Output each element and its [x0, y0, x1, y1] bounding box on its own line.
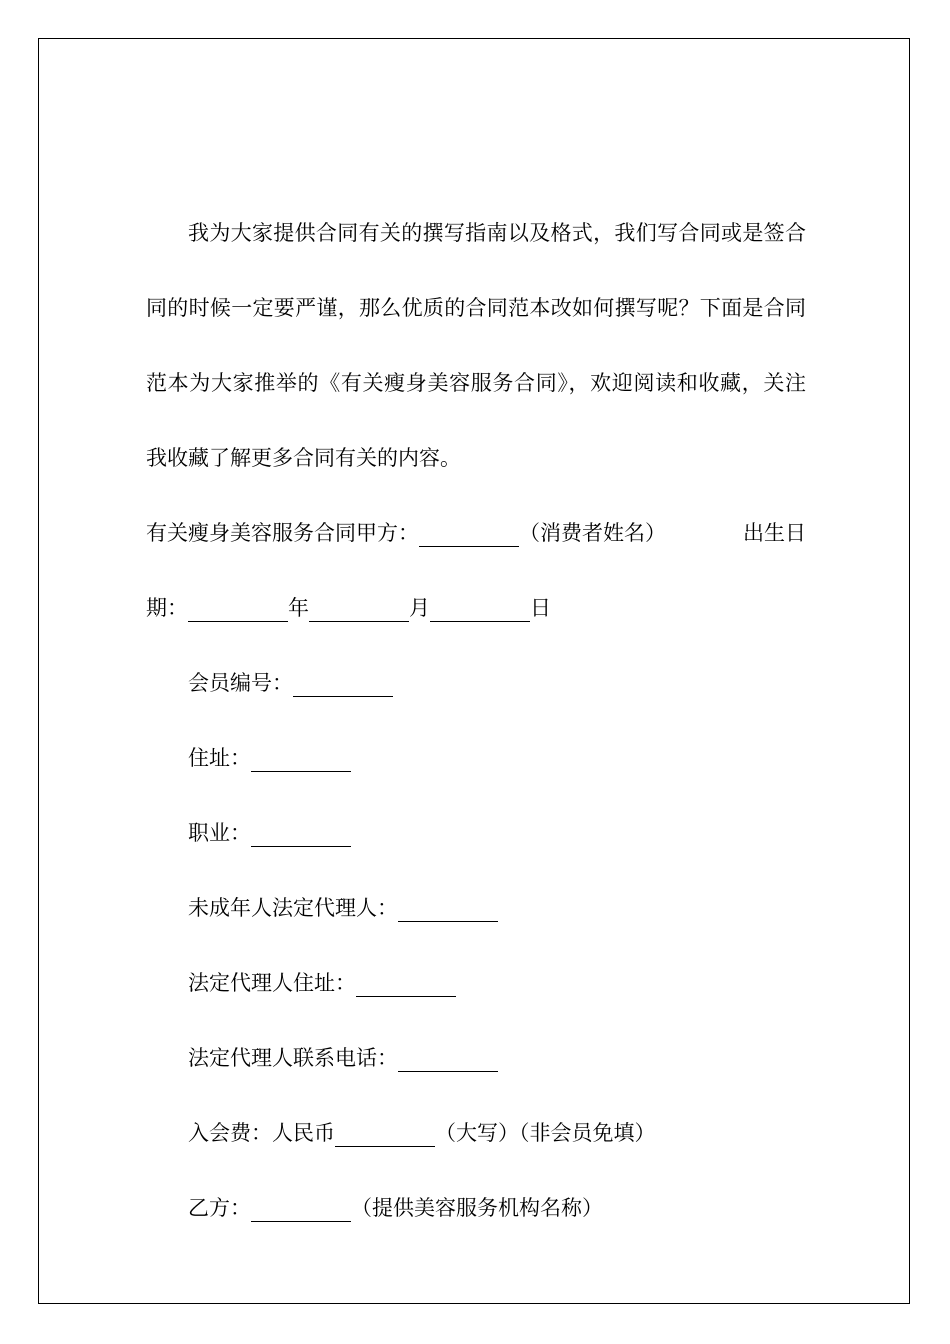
guardian-address-label: 法定代理人住址： [188, 971, 356, 995]
birth-day-blank[interactable] [430, 599, 530, 622]
membership-fee-label: 入会费：人民币 [188, 1121, 335, 1145]
address-line [146, 721, 806, 796]
party-b-blank[interactable] [251, 1199, 351, 1222]
occupation-line [146, 796, 806, 871]
year-label: 年 [288, 596, 309, 620]
guardian-address-blank[interactable] [356, 974, 456, 997]
party-a-name-group [146, 496, 666, 571]
fee-upper-note: （大写） [435, 1121, 519, 1145]
party-a-name-blank[interactable] [419, 524, 519, 547]
guardian-blank[interactable] [398, 899, 498, 922]
intro-paragraph: 我为大家提供合同有关的撰写指南以及格式，我们写合同或是签合同的时候一定要严谨，那么优质的合同范本改如何撰写呢？下面是合同范本为大家推举的《有关瘦身美容服务合同》，欢迎阅读和收藏，关注我收藏了解更多合同有关的内容。 [146, 221, 806, 470]
membership-fee-line [146, 1096, 806, 1171]
party-b-label: 乙方： [188, 1196, 251, 1220]
guardian-phone-label: 法定代理人联系电话： [188, 1046, 398, 1070]
birth-month-blank[interactable] [309, 599, 409, 622]
birth-date-prefix: 期： [146, 596, 188, 620]
guardian-label: 未成年人法定代理人： [188, 896, 398, 920]
member-number-blank[interactable] [293, 674, 393, 697]
guardian-phone-line [146, 1021, 806, 1096]
address-label: 住址： [188, 746, 251, 770]
party-b-note: （提供美容服务机构名称） [351, 1196, 603, 1220]
fee-exempt-note: （非会员免填） [519, 1121, 656, 1145]
address-blank[interactable] [251, 749, 351, 772]
guardian-line [146, 871, 806, 946]
month-label: 月 [409, 596, 430, 620]
birth-year-blank[interactable] [188, 599, 288, 622]
day-label: 日 [530, 596, 551, 620]
party-b-line [146, 1171, 806, 1246]
document-body [146, 196, 806, 1246]
party-a-line [146, 496, 806, 571]
member-number-label: 会员编号： [188, 671, 293, 695]
birth-date-label: 出生日 [743, 521, 806, 545]
guardian-phone-blank[interactable] [398, 1049, 498, 1072]
guardian-address-line [146, 946, 806, 1021]
occupation-label: 职业： [188, 821, 251, 845]
party-a-name-note: （消费者姓名） [519, 521, 666, 545]
occupation-blank[interactable] [251, 824, 351, 847]
birth-date-line [146, 571, 806, 646]
membership-fee-blank[interactable] [335, 1124, 435, 1147]
party-a-label: 有关瘦身美容服务合同甲方： [146, 521, 419, 545]
member-number-line [146, 646, 806, 721]
